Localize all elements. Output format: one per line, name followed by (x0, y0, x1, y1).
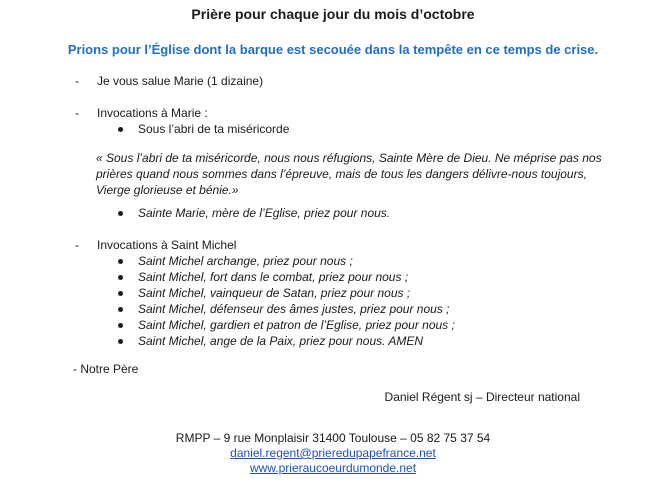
list-item-text: Sous l’abri de ta miséricorde (138, 122, 290, 136)
marie-bullet-list (118, 122, 289, 138)
list-item-text: Saint Michel archange, priez pour nous ; (138, 254, 353, 268)
list-item-text: Saint Michel, vainqueur de Satan, priez pour nous ; (138, 286, 411, 300)
footer-address: RMPP – 9 rue Monplaisir 31400 Toulouse – 05 82 75 37 54 (175, 431, 491, 445)
list-item-text: Saint Michel, défenseur des âmes justes, priez pour nous ; (138, 302, 450, 316)
prayer-item-label: Je vous salue Marie (1 dizaine) (97, 74, 264, 88)
list-item (118, 286, 455, 302)
list-item-text: Sainte Marie, mère de l’Eglise, priez pour nous. (138, 206, 391, 220)
closing-prayer: - Notre Père (73, 362, 139, 376)
michel-bullet-list (118, 254, 455, 350)
bullet-icon (118, 307, 123, 312)
prayer-item-label: Invocations à Marie : (97, 106, 208, 120)
signature: Daniel Régent sj – Directeur national (384, 390, 580, 404)
list-item (118, 334, 455, 350)
website-link[interactable]: www.prieraucoeurdumonde.net (249, 461, 417, 475)
marie-after-quote-list (118, 206, 390, 222)
bullet-icon (118, 127, 123, 132)
footer-website-row (0, 461, 666, 476)
dash-marker: - (75, 106, 79, 120)
list-item-text: Saint Michel, ange de la Paix, priez pour nous. AMEN (138, 334, 424, 348)
dash-marker: - (75, 74, 79, 88)
page-title: Prière pour chaque jour du mois d’octobre (191, 6, 475, 22)
list-item (118, 270, 455, 286)
prayer-item-label: Invocations à Saint Michel (97, 238, 237, 252)
list-item-text: Saint Michel, gardien et patron de l’Eglise, priez pour nous ; (138, 318, 455, 332)
bullet-icon (118, 259, 123, 264)
quote-line: « Sous l’abri de ta miséricorde, nous nous réfugions, Sainte Mère de Dieu. Ne méprise pas nos (96, 151, 602, 165)
quote-line: prières quand nous sommes dans l’épreuve, mais de tous les dangers délivre-nous toujours, (96, 167, 587, 181)
dash-marker: - (75, 238, 79, 252)
prayer-quote (96, 150, 602, 198)
bullet-icon (118, 211, 123, 216)
page-subtitle: Prions pour l’Église dont la barque est secouée dans la tempête en ce temps de crise. (67, 42, 599, 57)
bullet-icon (118, 323, 123, 328)
list-item (118, 318, 455, 334)
email-link[interactable]: daniel.regent@prieredupapefrance.net (230, 446, 436, 460)
list-item (118, 254, 455, 270)
bullet-icon (118, 339, 123, 344)
footer-email-row (0, 446, 666, 461)
list-item (118, 302, 455, 318)
list-item (118, 122, 289, 138)
quote-line: Vierge glorieuse et bénie.» (96, 183, 239, 197)
bullet-icon (118, 275, 123, 280)
list-item-text: Saint Michel, fort dans le combat, priez pour nous ; (138, 270, 409, 284)
list-item (118, 206, 390, 222)
bullet-icon (118, 291, 123, 296)
